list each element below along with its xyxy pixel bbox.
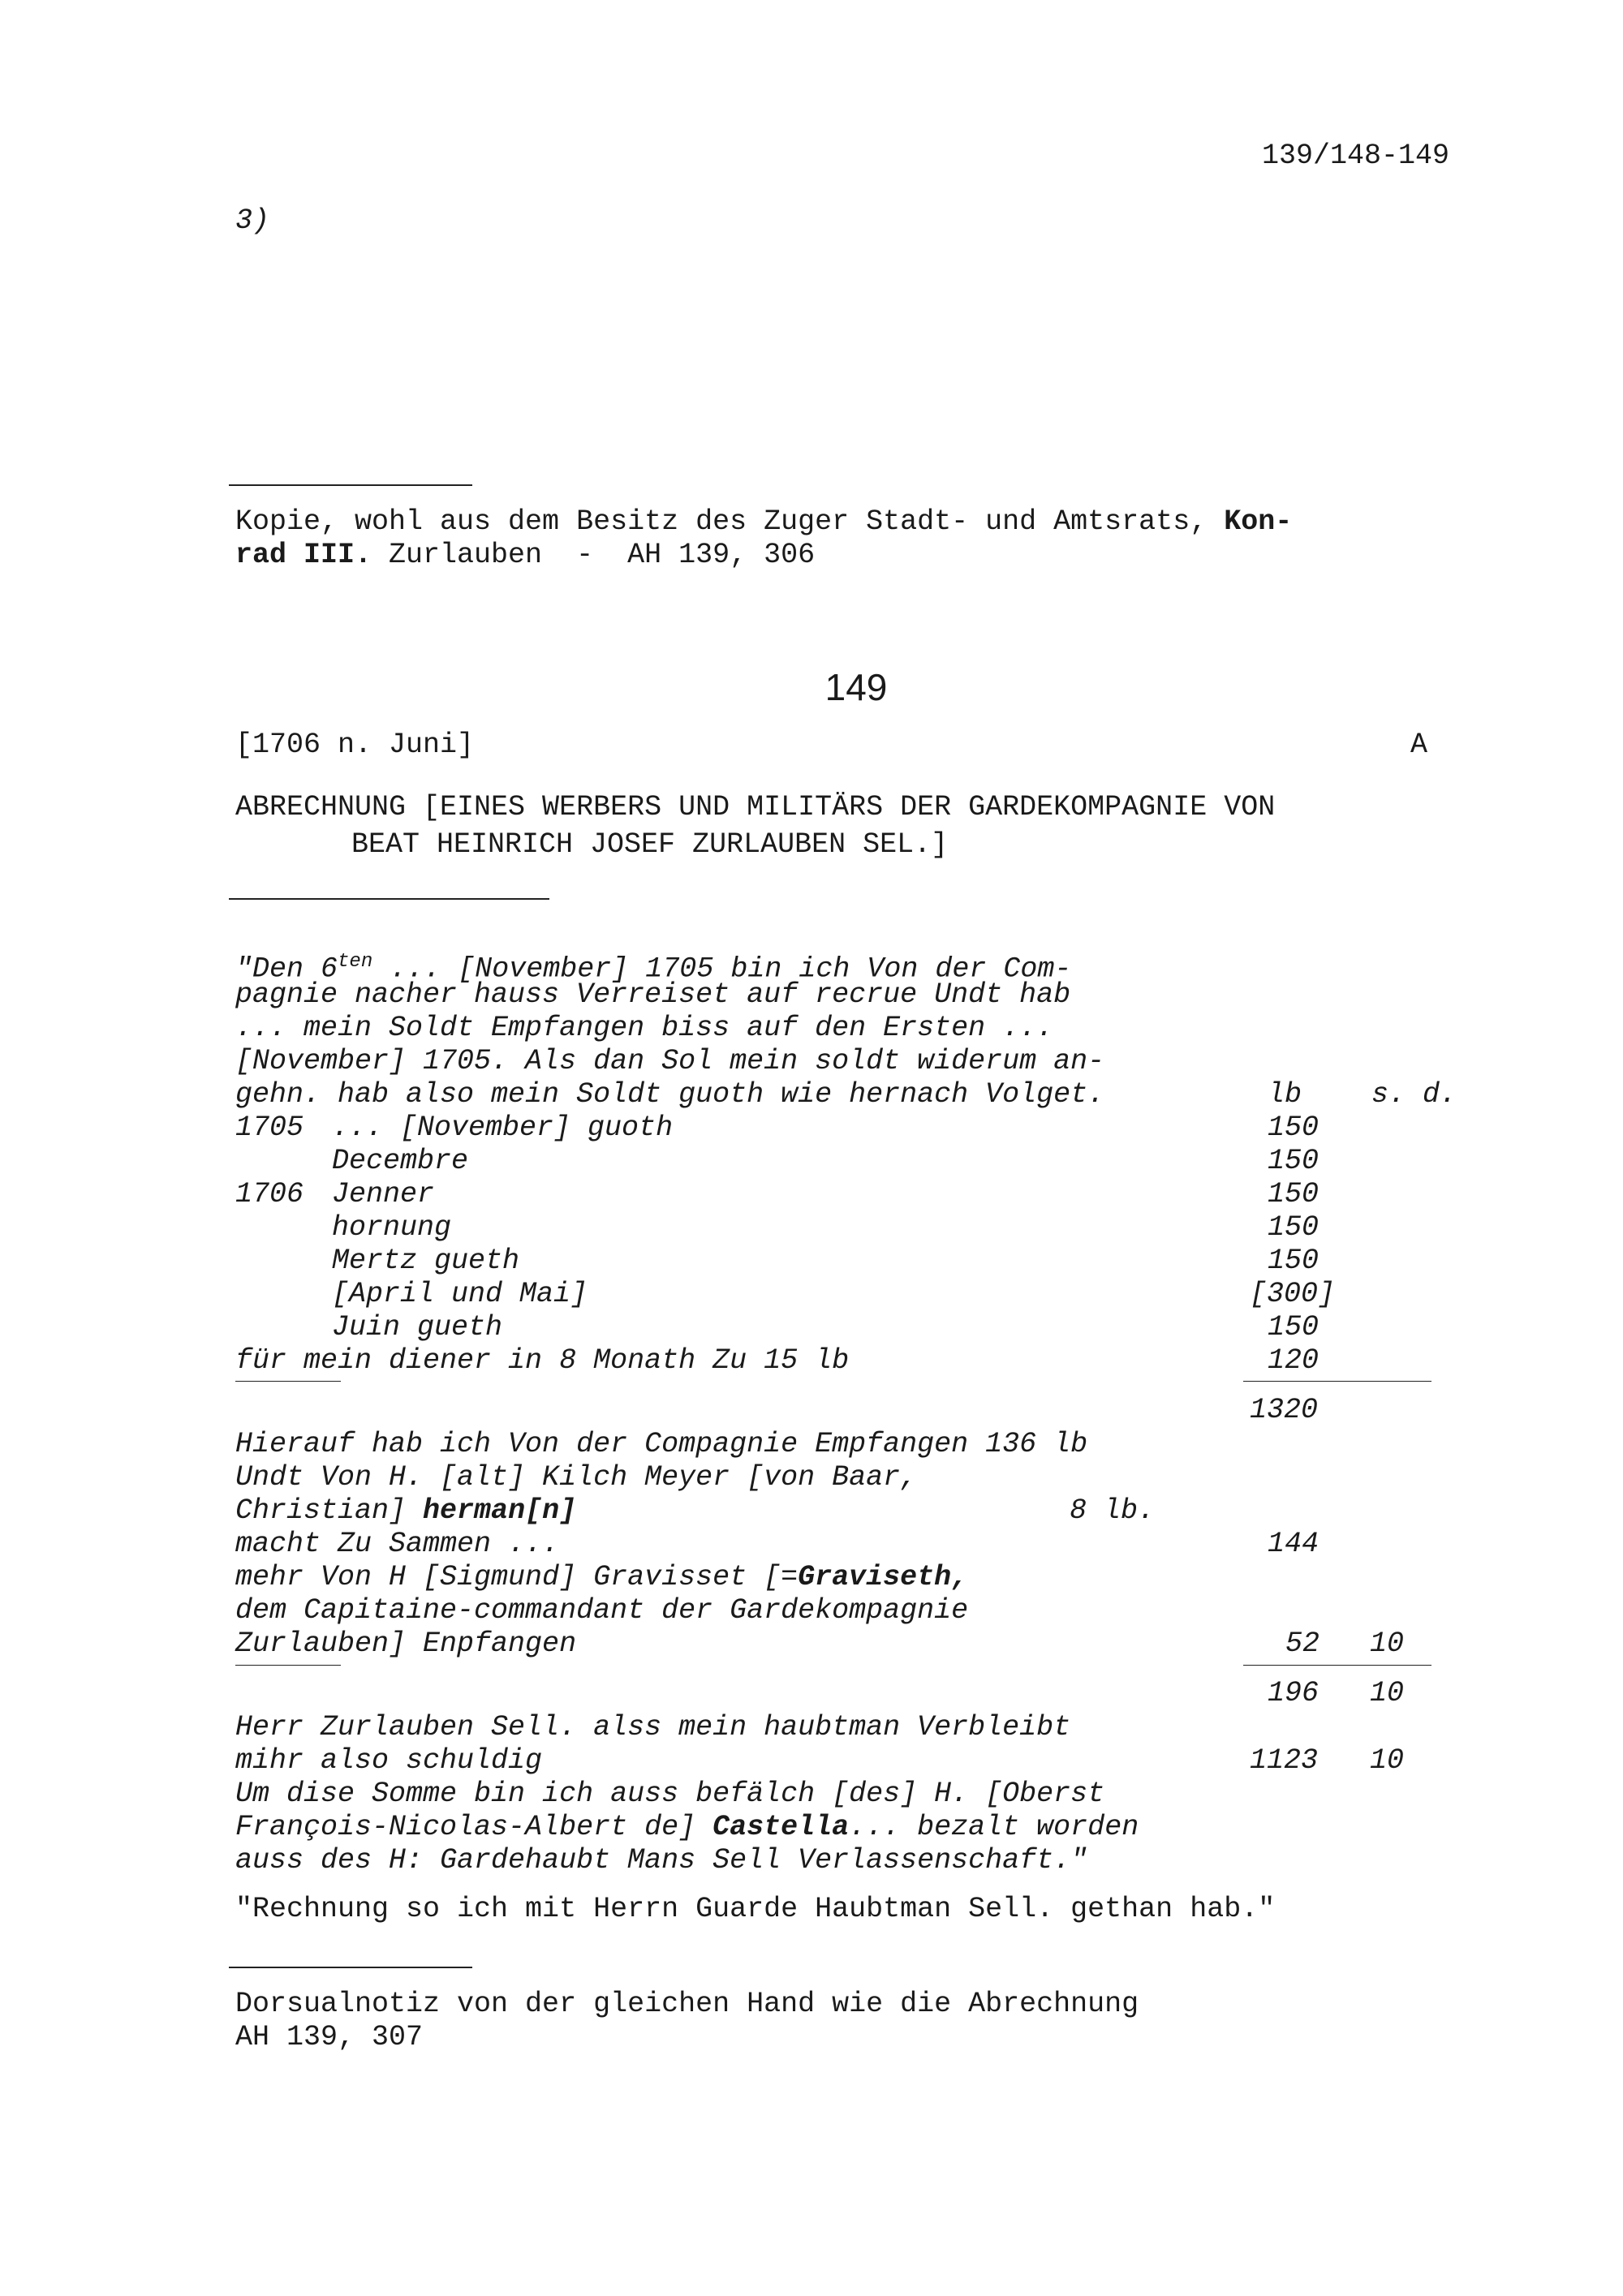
underline-short [235, 1665, 341, 1666]
title-rule [229, 898, 549, 900]
ledger-label: Decembre [332, 1145, 469, 1177]
balance-line-2: mihr also schuldig [235, 1744, 543, 1777]
total-2-lb: 196 [1268, 1677, 1319, 1709]
page-reference: 139/148-149 [1262, 140, 1450, 172]
footnote-rule [229, 484, 472, 486]
text-line-1: "Den $6^{ten}$ ... [November] 1705 bin ich Von der Com- [235, 951, 1072, 986]
ledger-label: ... [November] guoth [332, 1111, 674, 1144]
column-header-sd: s. d. [1371, 1078, 1457, 1111]
received-amount-lb: 52 [1285, 1627, 1320, 1660]
ledger-year: 1705 [235, 1111, 304, 1144]
ledger-amount: 150 [1268, 1211, 1319, 1244]
document-title-line-2: BEAT HEINRICH JOSEF ZURLAUBEN SEL.] [351, 828, 949, 861]
received-sum: 144 [1268, 1528, 1319, 1560]
column-header-lb: lb [1268, 1078, 1302, 1111]
received-amount-s: 10 [1370, 1627, 1405, 1660]
underline-short [235, 1381, 341, 1382]
received-line-1: Hierauf hab ich Von der Compagnie Empfangen 136 lb [235, 1428, 1088, 1460]
text-line-5: gehn. hab also mein Soldt guoth wie hernach Volget. [235, 1078, 1105, 1111]
ledger-amount: [300] [1250, 1278, 1336, 1310]
footnote-1-line-1: Kopie, wohl aus dem Besitz des Zuger Stadt- und Amtsrats, Kon- [235, 505, 1293, 538]
text-line-3: ... mein Soldt Empfangen biss auf den Ersten ... [235, 1012, 1054, 1044]
received-line-4: macht Zu Sammen ... [235, 1528, 560, 1560]
balance-s: 10 [1370, 1744, 1405, 1777]
balance-line-4: François-Nicolas-Albert de] Castella... bezalt worden [235, 1811, 1139, 1843]
ledger-amount: 150 [1268, 1245, 1319, 1277]
ledger-label: hornung [332, 1211, 452, 1244]
sum-rule [1243, 1381, 1431, 1382]
total-2-s: 10 [1370, 1677, 1405, 1709]
dorsal-quote: "Rechnung so ich mit Herrn Guarde Haubtman Sell. gethan hab." [235, 1893, 1276, 1925]
ledger-label: Mertz gueth [332, 1245, 520, 1277]
ledger-amount: 150 [1268, 1178, 1319, 1210]
footnote-rule [229, 1967, 472, 1968]
ledger-year: 1706 [235, 1178, 304, 1210]
footnote-marker: 3) [235, 204, 270, 237]
ledger-amount: 120 [1268, 1344, 1319, 1377]
received-line-7: Zurlauben] Enpfangen [235, 1627, 577, 1660]
ledger-amount: 150 [1268, 1311, 1319, 1344]
text-line-2: pagnie nacher hauss Verreiset auf recrue Undt hab [235, 978, 1071, 1011]
document-date: [1706 n. Juni] [235, 729, 475, 761]
ledger-label: Jenner [332, 1178, 435, 1210]
balance-line-5: auss des H: Gardehaubt Mans Sell Verlassenschaft." [235, 1844, 1088, 1877]
received-line-3: Christian] herman[n] [235, 1494, 577, 1527]
footnote-2-line-1: Dorsualnotiz von der gleichen Hand wie die Abrechnung [235, 1988, 1139, 2020]
document-title-line-1: ABRECHNUNG [EINES WERBERS UND MILITÄRS DER GARDEKOMPAGNIE VON [235, 791, 1276, 823]
document-number: 149 [824, 666, 888, 708]
balance-line-1: Herr Zurlauben Sell. alss mein haubtman Verbleibt [235, 1711, 1071, 1743]
received-amount: 8 lb. [1070, 1494, 1156, 1527]
text-line-4: [November] 1705. Als dan Sol mein soldt widerum an- [235, 1045, 1105, 1077]
received-line-2: Undt Von H. [alt] Kilch Meyer [von Baar, [235, 1461, 918, 1494]
footnote-2-line-2: AH 139, 307 [235, 2021, 424, 2053]
footnote-1-line-2: rad III. Zurlauben - AH 139, 306 [235, 539, 816, 571]
total-1: 1320 [1250, 1394, 1319, 1426]
received-line-5: mehr Von H [Sigmund] Gravisset [=Graviseth, [235, 1561, 969, 1593]
ledger-label: Juin gueth [332, 1311, 503, 1344]
sum-rule [1243, 1665, 1431, 1666]
ledger-label: [April und Mai] [332, 1278, 588, 1310]
document-letter: A [1410, 729, 1428, 761]
ledger-amount: 150 [1268, 1111, 1319, 1144]
ledger-label: für mein diener in 8 Monath Zu 15 lb [235, 1344, 850, 1377]
ledger-amount: 150 [1268, 1145, 1319, 1177]
balance-lb: 1123 [1250, 1744, 1319, 1777]
balance-line-3: Um dise Somme bin ich auss befälch [des] H. [Oberst [235, 1778, 1105, 1810]
received-line-6: dem Capitaine-commandant der Gardekompagnie [235, 1594, 969, 1627]
